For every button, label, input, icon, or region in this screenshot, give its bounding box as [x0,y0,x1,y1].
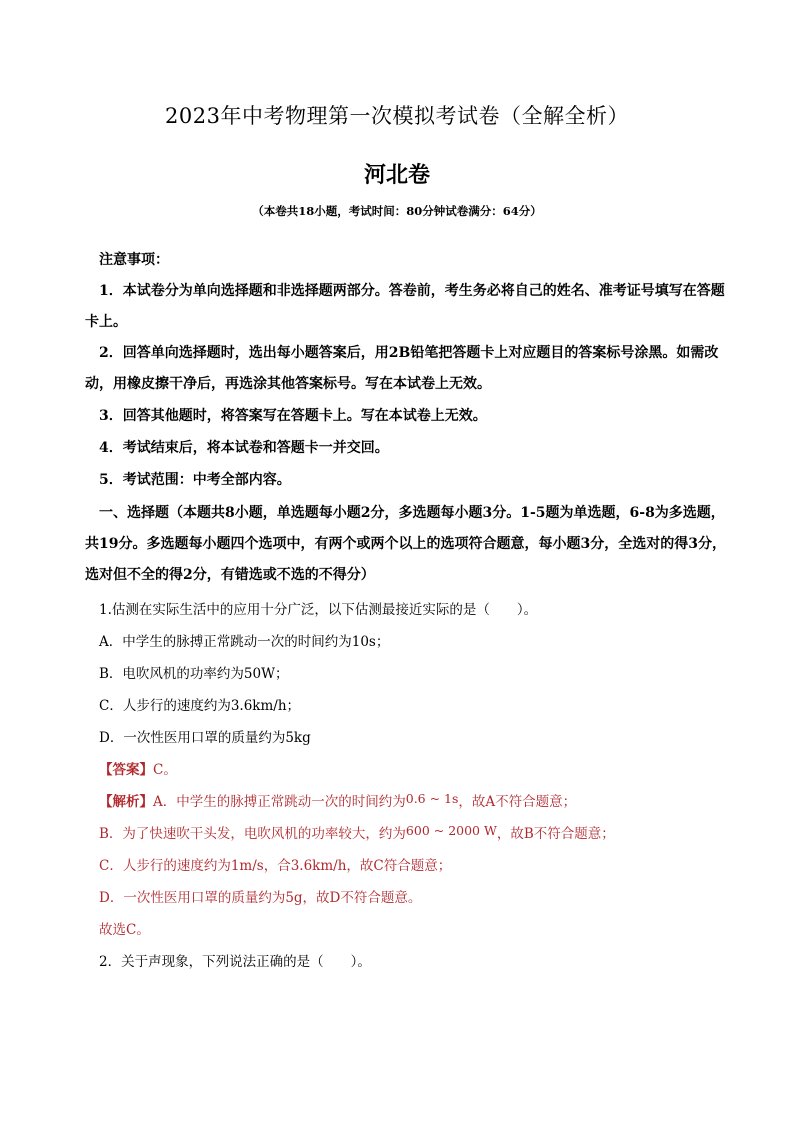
page-subtitle: 河北卷 [363,162,430,188]
question-1-option-d: D．一次性医用口罩的质量约为5kg [99,730,311,746]
math-expression: 600 ~ 2000 W [405,823,497,838]
exam-info [0,203,794,219]
analysis-line-a: 【解析】A．中学生的脉搏正常跳动一次的时间约为0.6 ~ 1s，故A不符合题意； [99,791,577,810]
question-1-conclusion: 故选C。 [99,922,150,938]
notice-heading: 注意事项： [99,252,169,268]
exam-info-left: （本卷共18小题，考试时间：80分钟 [252,204,446,218]
math-expression: 0.6 ~ 1s [405,791,459,806]
notice-item-5: 5．考试范围：中考全部内容。 [99,472,291,488]
answer-tag: 【答案】 [99,762,153,778]
question-1-answer [99,760,739,780]
question-1-option-a: A．中学生的脉搏正常跳动一次的时间约为10s； [99,634,390,650]
analysis-line-c: C．人步行的速度约为1m/s，合3.6km/h，故C符合题意； [99,858,452,874]
answer-value: C。 [153,762,177,778]
notice-item-3: 3．回答其他题时，将答案写在答题卡上。写在本试卷上无效。 [99,408,487,424]
question-1-option-b: B．电吹风机的功率约为50W； [99,666,289,682]
question-1-option-c: C．人步行的速度约为3.6km/h； [99,698,301,714]
page-title: 2023年中考物理第一次模拟考试卷（全解全析） [165,104,629,128]
exam-info-right: 试卷满分：64分） [445,204,542,218]
question-1-stem: 1.估测在实际生活中的应用十分广泛，以下估测最接近实际的是（ ）。 [99,602,538,618]
notice-item-4: 4．考试结束后，将本试卷和答题卡一并交回。 [99,440,389,456]
question-2-stem: 2．关于声现象，下列说法正确的是（ ）。 [99,954,371,970]
notice-item-2: 2．回答单向选择题时，选出每小题答案后，用2B铅笔把答题卡上对应题目的答案标号涂黑。如需改动，用橡皮擦干净后，再选涂其他答案标号。写在本试卷上无效。 [85,345,719,392]
section-heading: 一、选择题（本题共8小题，单选题每小题2分，多选题每小题3分。1-5题为单选题，6-8为多选题，共19分。多选题每小题四个选项中，有两个或两个以上的选项符合题意，每小题3分，全选对的得3分，选对但不全的得2分，有错选或不选的不得分） [85,505,726,583]
analysis-tag: 【解析】 [99,794,153,810]
analysis-line-b: B．为了快速吹干头发，电吹风机的功率较大，约为600 ~ 2000 W，故B不符合题意； [99,823,615,842]
notice-item-1: 1．本试卷分为单向选择题和非选择题两部分。答卷前，考生务必将自己的姓名、准考证号填写在答题卡上。 [85,283,725,330]
analysis-line-d: D．一次性医用口罩的质量约为5g，故D不符合题意。 [99,890,422,906]
